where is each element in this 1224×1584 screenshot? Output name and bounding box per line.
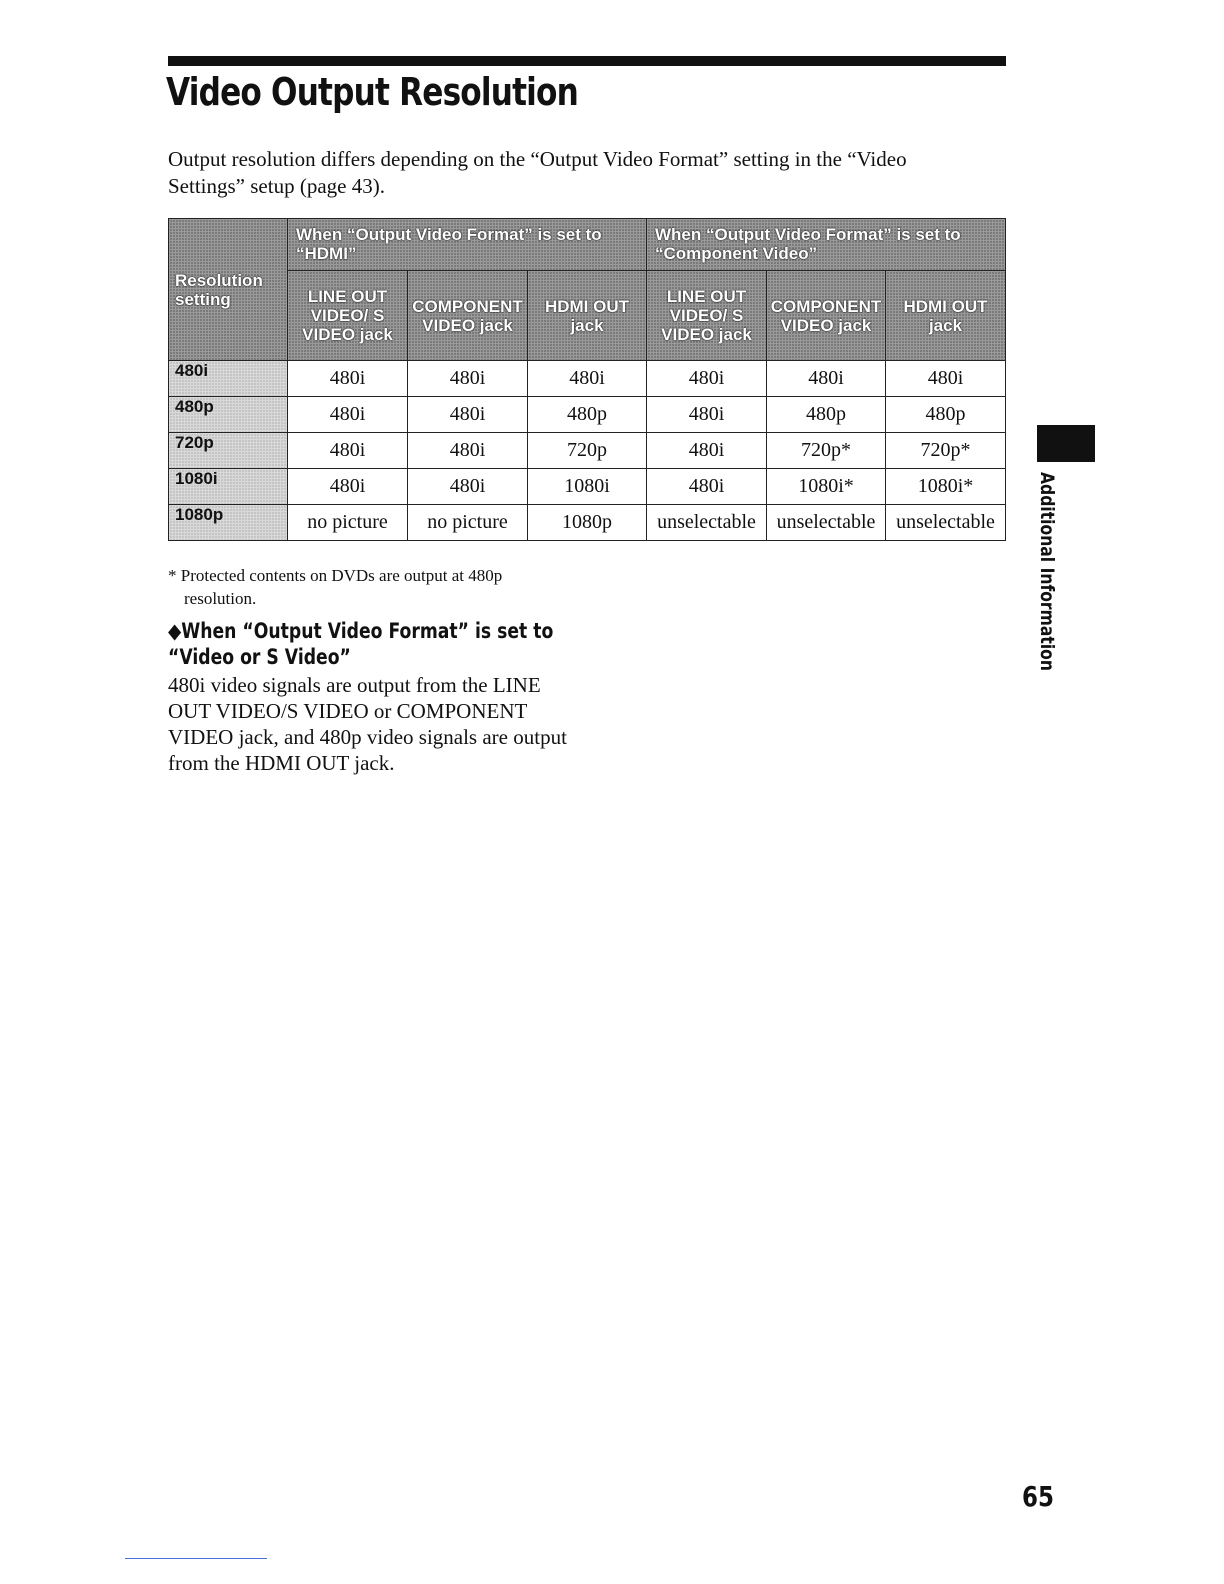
footnote-line: resolution. bbox=[184, 589, 257, 608]
table-cell: 720p* bbox=[767, 433, 886, 469]
table-cell: 480i bbox=[408, 469, 528, 505]
table-row bbox=[169, 469, 1006, 505]
footnote bbox=[168, 564, 588, 610]
table-cell: 1080i* bbox=[767, 469, 886, 505]
section-side-label: Additional Information bbox=[1036, 472, 1058, 671]
group-header-hdmi: When “Output Video Format” is set to “HDMI” bbox=[288, 219, 647, 271]
table-cell: 480i bbox=[647, 361, 767, 397]
table-cell: 480i bbox=[288, 361, 408, 397]
column-header: LINE OUT VIDEO/ S VIDEO jack bbox=[647, 271, 767, 361]
section-tab-marker bbox=[1037, 425, 1095, 462]
bottom-divider bbox=[125, 1558, 267, 1559]
table-cell: no picture bbox=[288, 505, 408, 541]
column-header: HDMI OUT jack bbox=[886, 271, 1006, 361]
table-row bbox=[169, 505, 1006, 541]
table-cell: no picture bbox=[408, 505, 528, 541]
row-header: 480p bbox=[169, 397, 288, 433]
table-cell: 480p bbox=[528, 397, 647, 433]
table-cell: unselectable bbox=[767, 505, 886, 541]
footnote-line: * Protected contents on DVDs are output at 480p bbox=[168, 566, 503, 585]
row-header: 480i bbox=[169, 361, 288, 397]
table-cell: unselectable bbox=[886, 505, 1006, 541]
table-row bbox=[169, 361, 1006, 397]
table-row bbox=[169, 433, 1006, 469]
page-number: 65 bbox=[1022, 1480, 1054, 1513]
table-cell: 480i bbox=[528, 361, 647, 397]
row-header: 1080p bbox=[169, 505, 288, 541]
group-header-component: When “Output Video Format” is set to “Component Video” bbox=[647, 219, 1006, 271]
table-cell: 480p bbox=[767, 397, 886, 433]
column-header: HDMI OUT jack bbox=[528, 271, 647, 361]
table-cell: 720p* bbox=[886, 433, 1006, 469]
table-cell: unselectable bbox=[647, 505, 767, 541]
table-cell: 1080i* bbox=[886, 469, 1006, 505]
table-cell: 480i bbox=[288, 433, 408, 469]
table-cell: 480i bbox=[647, 397, 767, 433]
column-header: COMPONENT VIDEO jack bbox=[767, 271, 886, 361]
subsection-heading-line: “Video or S Video” bbox=[168, 645, 351, 669]
page-title: Video Output Resolution bbox=[166, 70, 578, 114]
table-row bbox=[169, 397, 1006, 433]
table-cell: 480i bbox=[647, 469, 767, 505]
table-cell: 720p bbox=[528, 433, 647, 469]
column-header: COMPONENT VIDEO jack bbox=[408, 271, 528, 361]
row-header: 1080i bbox=[169, 469, 288, 505]
diamond-bullet-icon: ◆ bbox=[168, 619, 182, 643]
column-header: LINE OUT VIDEO/ S VIDEO jack bbox=[288, 271, 408, 361]
table-cell: 1080p bbox=[528, 505, 647, 541]
corner-header: Resolution setting bbox=[169, 219, 288, 361]
table-cell: 480i bbox=[408, 397, 528, 433]
table-cell: 480i bbox=[408, 433, 528, 469]
table-cell: 480i bbox=[288, 469, 408, 505]
resolution-table bbox=[168, 218, 1006, 541]
table-cell: 1080i bbox=[528, 469, 647, 505]
top-rule bbox=[168, 56, 1006, 66]
table-cell: 480p bbox=[886, 397, 1006, 433]
row-header: 720p bbox=[169, 433, 288, 469]
table-cell: 480i bbox=[886, 361, 1006, 397]
table-cell: 480i bbox=[288, 397, 408, 433]
table-cell: 480i bbox=[647, 433, 767, 469]
subsection-body: 480i video signals are output from the LINE OUT VIDEO/S VIDEO or COMPONENT VIDEO jack, and 480p video signals are output from the HDMI OUT jack. bbox=[168, 673, 567, 775]
intro-paragraph: Output resolution differs depending on the “Output Video Format” setting in the “Video Settings” setup (page 43). bbox=[168, 147, 907, 198]
table-cell: 480i bbox=[767, 361, 886, 397]
subsection-heading bbox=[168, 618, 562, 670]
table-cell: 480i bbox=[408, 361, 528, 397]
subsection-heading-line: When “Output Video Format” is set to bbox=[181, 619, 554, 643]
